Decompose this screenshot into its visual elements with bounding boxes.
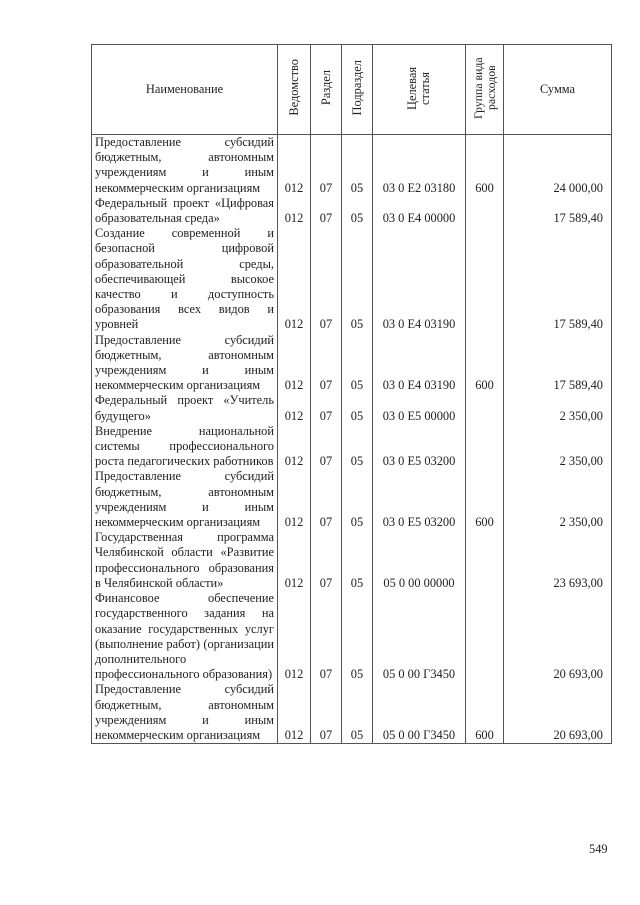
row-department: 012: [278, 530, 311, 591]
row-amount: 20 693,00: [504, 591, 612, 682]
row-department: 012: [278, 682, 311, 743]
row-subsection: 05: [342, 424, 373, 470]
row-name: Внедрение национальной системы профессионального роста педагогических работников: [92, 424, 278, 470]
row-department: 012: [278, 469, 311, 530]
row-department: 012: [278, 393, 311, 423]
row-subsection: 05: [342, 469, 373, 530]
row-amount: 17 589,40: [504, 333, 612, 394]
row-subsection: 05: [342, 333, 373, 394]
row-section: 07: [311, 530, 342, 591]
row-section: 07: [311, 469, 342, 530]
row-expense-group: [466, 591, 504, 682]
row-subsection: 05: [342, 682, 373, 743]
row-section: 07: [311, 682, 342, 743]
table-row: [92, 530, 612, 591]
row-amount: 17 589,40: [504, 226, 612, 332]
row-subsection: 05: [342, 226, 373, 332]
row-name: Предоставление субсидий бюджетным, автономным учреждениям и иным некоммерческим организациям: [92, 333, 278, 394]
row-target-item: 03 0 Е5 03200: [373, 424, 466, 470]
row-section: 07: [311, 424, 342, 470]
row-expense-group: [466, 196, 504, 226]
row-section: 07: [311, 135, 342, 196]
row-section: 07: [311, 393, 342, 423]
row-department: 012: [278, 226, 311, 332]
row-subsection: 05: [342, 135, 373, 196]
table-header-row: [92, 45, 612, 135]
table-row: [92, 393, 612, 423]
header-expense-group: Группа вида расходов: [466, 45, 504, 135]
row-name: Федеральный проект «Учитель будущего»: [92, 393, 278, 423]
header-subsection: Подраздел: [342, 45, 373, 135]
table-row: [92, 424, 612, 470]
row-department: 012: [278, 424, 311, 470]
row-department: 012: [278, 591, 311, 682]
table-row: [92, 682, 612, 743]
row-target-item: 03 0 Е2 03180: [373, 135, 466, 196]
row-section: 07: [311, 333, 342, 394]
row-amount: 20 693,00: [504, 682, 612, 743]
row-department: 012: [278, 196, 311, 226]
row-name: Создание современной и безопасной цифровой образовательной среды, обеспечивающей высокое качество и доступность образования всех видов и уровней: [92, 226, 278, 332]
row-expense-group: [466, 424, 504, 470]
row-amount: 2 350,00: [504, 424, 612, 470]
row-department: 012: [278, 135, 311, 196]
row-target-item: 05 0 00 00000: [373, 530, 466, 591]
row-expense-group: 600: [466, 469, 504, 530]
row-name: Государственная программа Челябинской области «Развитие профессионального образования в Челябинской области»: [92, 530, 278, 591]
row-expense-group: [466, 530, 504, 591]
row-subsection: 05: [342, 393, 373, 423]
header-target-item: Целевая статья: [373, 45, 466, 135]
header-section: Раздел: [311, 45, 342, 135]
row-name: Предоставление субсидий бюджетным, автономным учреждениям и иным некоммерческим организациям: [92, 682, 278, 743]
row-target-item: 03 0 Е5 00000: [373, 393, 466, 423]
row-department: 012: [278, 333, 311, 394]
table-row: [92, 226, 612, 332]
table-row: [92, 333, 612, 394]
header-department: Ведомство: [278, 45, 311, 135]
row-subsection: 05: [342, 196, 373, 226]
row-name: Предоставление субсидий бюджетным, автономным учреждениям и иным некоммерческим организациям: [92, 135, 278, 196]
header-name: Наименование: [92, 45, 278, 135]
row-target-item: 05 0 00 Г3450: [373, 682, 466, 743]
row-expense-group: 600: [466, 135, 504, 196]
table-row: [92, 196, 612, 226]
row-amount: 2 350,00: [504, 393, 612, 423]
row-subsection: 05: [342, 530, 373, 591]
row-target-item: 03 0 Е4 03190: [373, 226, 466, 332]
row-section: 07: [311, 196, 342, 226]
row-target-item: 03 0 Е4 00000: [373, 196, 466, 226]
row-target-item: 05 0 00 Г3450: [373, 591, 466, 682]
budget-table: [91, 44, 612, 744]
row-target-item: 03 0 Е4 03190: [373, 333, 466, 394]
table-row: [92, 469, 612, 530]
row-expense-group: [466, 226, 504, 332]
page-number: 549: [589, 842, 608, 856]
row-name: Предоставление субсидий бюджетным, автономным учреждениям и иным некоммерческим организациям: [92, 469, 278, 530]
row-target-item: 03 0 Е5 03200: [373, 469, 466, 530]
row-section: 07: [311, 226, 342, 332]
row-expense-group: 600: [466, 682, 504, 743]
row-name: Финансовое обеспечение государственного задания на оказание государственных услуг (выполнение работ) (организации дополнительного профессионального образования): [92, 591, 278, 682]
table-row: [92, 135, 612, 196]
header-amount: Сумма: [504, 45, 612, 135]
row-name: Федеральный проект «Цифровая образовательная среда»: [92, 196, 278, 226]
row-expense-group: 600: [466, 333, 504, 394]
table-row: [92, 591, 612, 682]
row-amount: 24 000,00: [504, 135, 612, 196]
row-expense-group: [466, 393, 504, 423]
row-section: 07: [311, 591, 342, 682]
row-amount: 17 589,40: [504, 196, 612, 226]
row-amount: 23 693,00: [504, 530, 612, 591]
row-amount: 2 350,00: [504, 469, 612, 530]
row-subsection: 05: [342, 591, 373, 682]
